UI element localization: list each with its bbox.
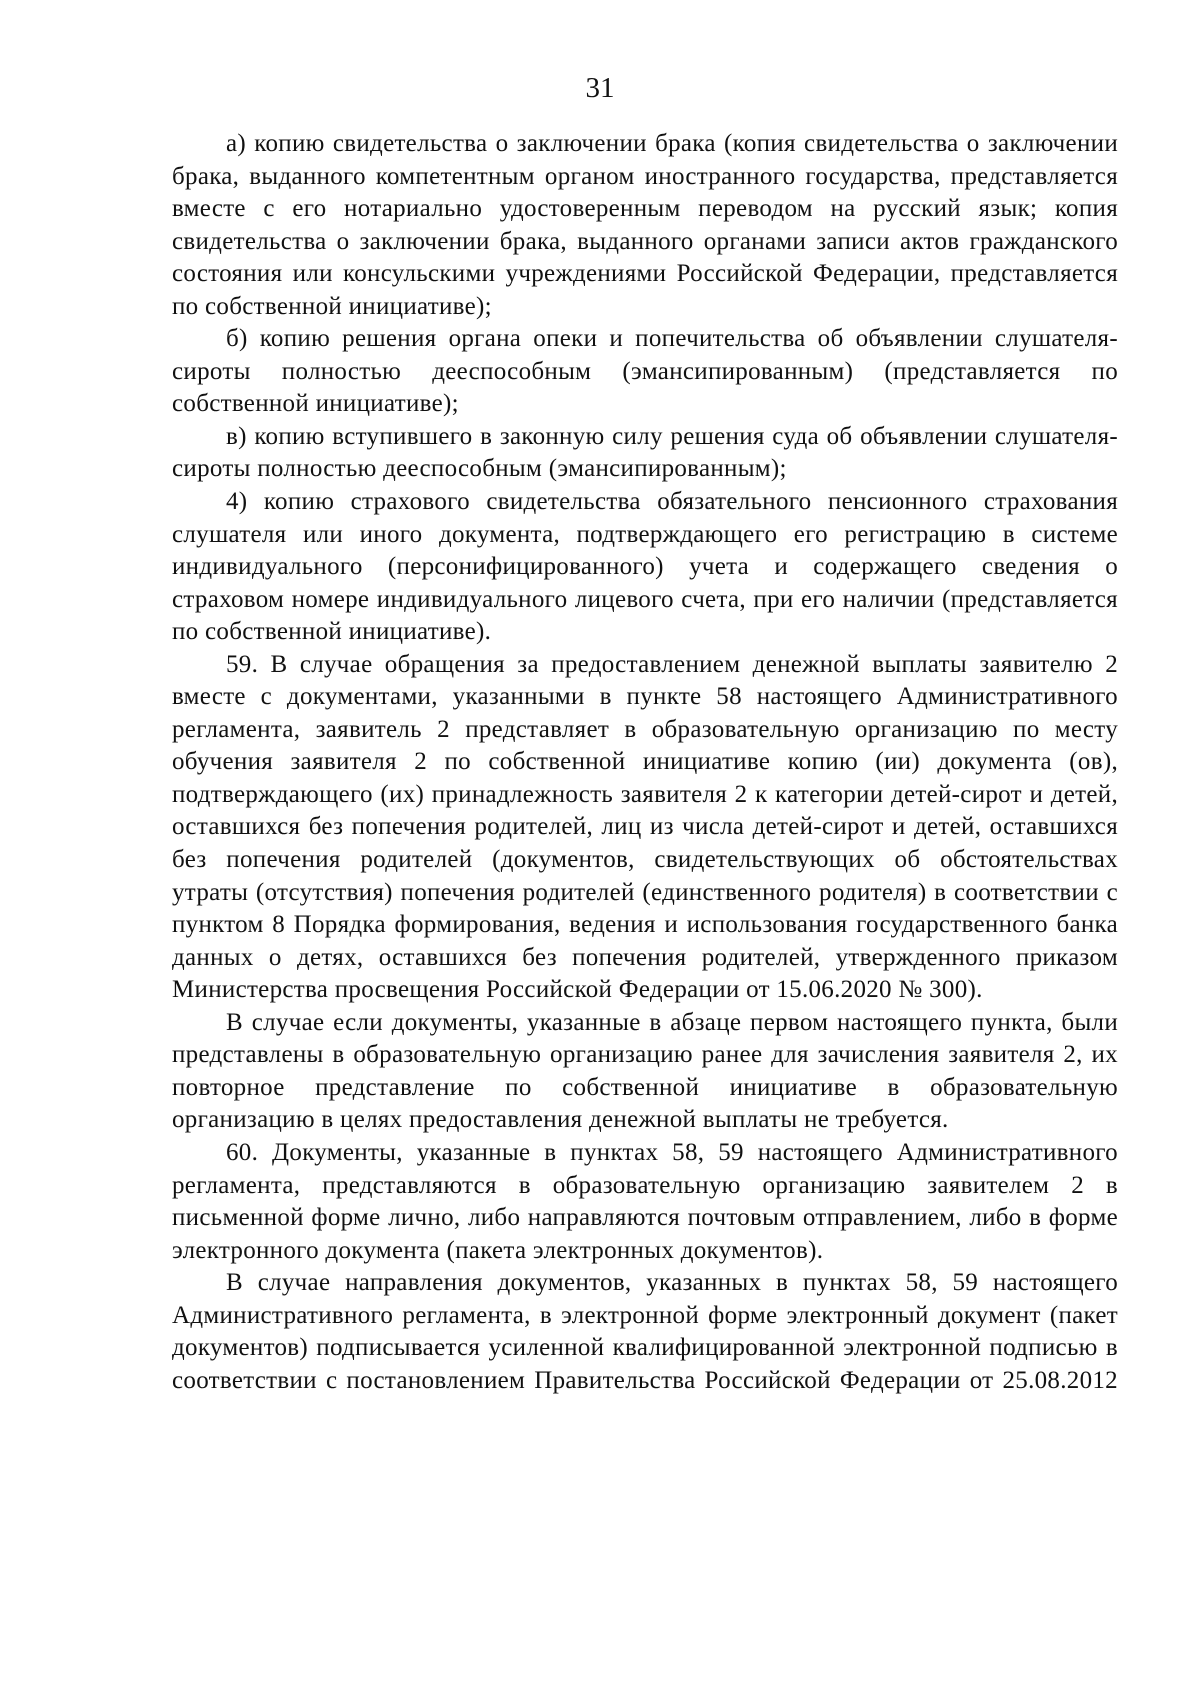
paragraph-marriage-certificate: а) копию свидетельства о заключении брака (копия свидетельства о заключении брака, выданного компетентным органом иностранного государства, представляется вместе с его нотариально удостоверенным переводом на русский язык; копия свидетельства о заключении брака, выданного органами записи актов гражданского состояния или консульскими учреждениями Российской Федерации, представляется по собственной инициативе);: [172, 130, 1118, 320]
paragraph-court-decision: в) копию вступившего в законную силу решения суда об объявлении слушателя-сироты полностью дееспособным (эмансипированным);: [172, 422, 1118, 483]
page-number: 31: [585, 72, 615, 104]
document-body: [172, 128, 1118, 1397]
paragraph-pension-insurance: 4) копию страхового свидетельства обязательного пенсионного страхования слушателя или иного документа, подтверждающего его регистрацию в системе индивидуального (персонифицированного) учета и содержащего сведения о страховом номере индивидуального лицевого счета, при его наличии (представляется по собственной инициативе).: [172, 488, 1118, 646]
paragraph-guardianship-decision: б) копию решения органа опеки и попечительства об объявлении слушателя-сироты полностью дееспособным (эмансипированным) (представляется по собственной инициативе);: [172, 325, 1118, 418]
paragraph-electronic-form: В случае направления документов, указанных в пунктах 58, 59 настоящего Административного регламента, в электронной форме электронный документ (пакет документов) подписывается усиленной квалифицированной электронной подписью в соответствии с постановлением Правительства Российской Федерации от 25.08.2012: [172, 1269, 1118, 1394]
paragraph-item-59: 59. В случае обращения за предоставлением денежной выплаты заявителю 2 вместе с документами, указанными в пункте 58 настоящего Административного регламента, заявитель 2 представляет в образовательную организацию по месту обучения заявителя 2 по собственной инициативе копию (ии) документа (ов), подтверждающего (их) принадлежность заявителя 2 к категории детей-сирот и детей, оставшихся без попечения родителей, лиц из числа детей-сирот и детей, оставшихся без попечения родителей (документов, свидетельствующих об обстоятельствах утраты (отсутствия) попечения родителей (единственного родителя) в соответствии с пунктом 8 Порядка формирования, ведения и использования государственного банка данных о детях, оставшихся без попечения родителей, утвержденного приказом Министерства просвещения Российской Федерации от 15.06.2020 № 300).: [172, 650, 1118, 1004]
paragraph-item-60: 60. Документы, указанные в пунктах 58, 59 настоящего Административного регламента, представляются в образовательную организацию заявителем 2 в письменной форме лично, либо направляются почтовым отправлением, либо в форме электронного документа (пакета электронных документов).: [172, 1138, 1118, 1264]
paragraph-item-59-repeat: В случае если документы, указанные в абзаце первом настоящего пункта, были представлены в образовательную организацию ранее для зачисления заявителя 2, их повторное представление по собственной инициативе в образовательную организацию в целях предоставления денежной выплаты не требуется.: [172, 1008, 1118, 1134]
